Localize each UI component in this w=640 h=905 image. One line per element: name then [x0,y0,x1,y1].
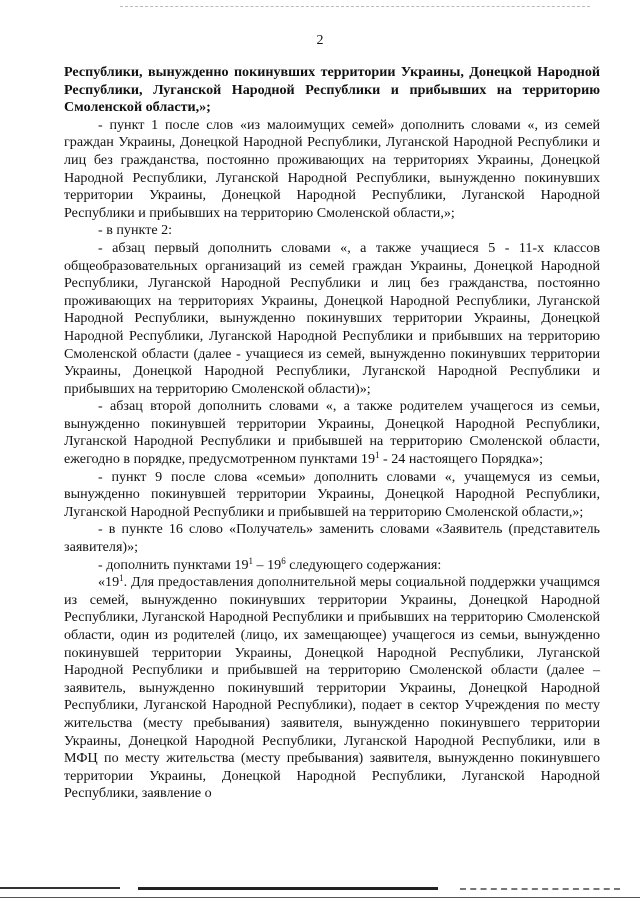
paragraph-item-2-intro: - в пункте 2: [98,222,173,239]
paragraph-abzac-second-pre: - абзац второй дополнить словами «, а также родителем учащегося из семьи, вынужденно покинувшей территории Украины, Донецкой Народной Республики, Луганской Народной Республики и прибывшей на территорию Смоленской области, ежегодно в порядке, предусмотренном пунктами 19 [64,398,600,468]
paragraph-heading-continuation: Республики, вынужденно покинувших территории Украины, Донецкой Народной Республики, Луганской Народной Республики и прибывших на территорию Смоленской области,»; [64,64,600,116]
paragraph-item-16: - в пункте 16 слово «Получатель» заменить словами «Заявитель (представитель заявителя)»; [64,521,600,556]
paragraph-abzac-first: - абзац первый дополнить словами «, а также учащиеся 5 - 11-х классов общеобразовательных организаций из семей граждан Украины, Донецкой Народной Республики, Луганской Народной Республики и лиц без гражданства, постоянно проживающих на территориях Украины, Донецкой Народной Республики, Луганской Народной Республики, вынужденно покинувших территории Украины, Донецкой Народной Республики, Луганской Народной Республики и прибывших на территорию Смоленской области (далее - учащиеся из семей, вынужденно покинувших территории Украины, Донецкой Народной Республики, Луганской Народной Республики и прибывших на территорию Смоленской области)»; [64,239,600,397]
scan-top-artifact [120,6,590,7]
paragraph-abzac-second [64,398,600,468]
paragraph-abzac-second-post: - 24 настоящего Порядка»; [379,451,544,468]
superscript-1: 1 [248,555,254,566]
scan-line [460,888,620,890]
scan-line [138,887,438,890]
paragraph-add-items-post: следующего содержания: [285,556,442,573]
document-body [64,64,600,803]
superscript-1: 1 [375,450,380,461]
scan-line [0,897,640,898]
scan-line [0,887,120,889]
paragraph-item-9: - пункт 9 после слова «семьи» дополнить словами «, учащемуся из семьи, вынужденно покинувшей территории Украины, Донецкой Народной Республики, Луганской Народной Республики и прибывшей на территорию Смоленской области,»; [64,468,600,520]
paragraph-item-19-1 [64,574,600,803]
paragraph-add-items-pre: - дополнить пунктами 19 [98,556,249,573]
paragraph-add-items-mid: – 19 [253,556,282,573]
scan-bottom-artifact [0,883,640,905]
paragraph-item-19-1-pre: «19 [98,574,120,591]
paragraph-add-items [64,557,600,575]
paragraph-item-1: - пункт 1 после слов «из малоимущих семей» дополнить словами «, из семей граждан Украины, Донецкой Народной Республики, Луганской Народной Республики и лиц без гражданства, постоянно проживающих на территориях Украины, Донецкой Народной Республики, Луганской Народной Республики, вынужденно покинувших территории Украины, Донецкой Народной Республики, Луганской Народной Республики и прибывших на территорию Смоленской области,»; [64,116,600,221]
superscript-1: 1 [119,573,124,584]
paragraph-item-19-1-post: . Для предоставления дополнительной меры социальной поддержки учащимся из семей, вынужденно покинувших территории Украины, Донецкой Народной Республики, Луганской Народной Республики и прибывших на территорию Смоленской области, один из родителей (лицо, их замещающее) учащегося из семьи, вынужденно покинувшей территории Украины, Донецкой Народной Республики, Луганской Народной Республики и прибывшей на территорию Смоленской области (далее – заявитель, вынужденно покинувший территории Украины, Донецкой Народной Республики, Луганской Народной Республики), подает в сектор Учреждения по месту жительства (месту пребывания) заявителя, вынужденно покинувшего территории Украины, Донецкой Народной Республики, Луганской Народной Республики, или в МФЦ по месту жительства (месту пребывания) заявителя, вынужденно покинувшего территории Украины, Донецкой Народной Республики, Луганской Народной Республики, заявление о [64,574,600,802]
page-number: 2 [316,33,324,48]
superscript-6: 6 [281,555,286,566]
